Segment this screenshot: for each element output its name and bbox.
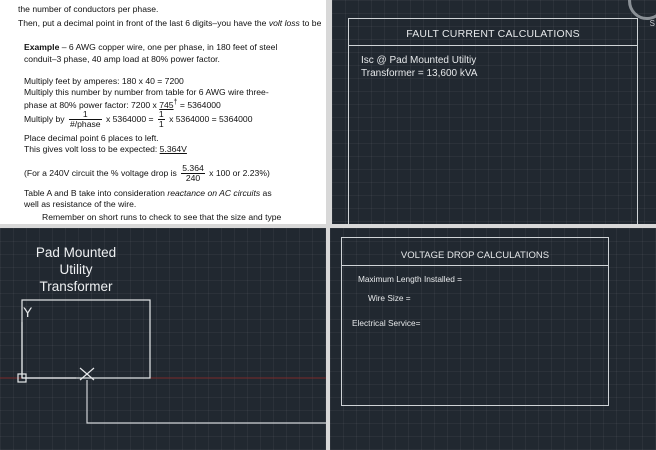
fraction: $\frac{5.364}{240}$ <box>182 163 204 184</box>
doc-line: conduit–3 phase, 40 amp load at 80% power factor. <box>24 54 220 64</box>
reference-document-pane <box>0 0 326 224</box>
viewcube-south-label: S <box>649 19 655 28</box>
doc-line: Multiply this number by number from table for 6 AWG wire three- <box>24 87 269 97</box>
doc-line: Table A and B take into consideration reactance on AC circuits as <box>24 188 272 198</box>
doc-line: This gives volt loss to be expected: 5.364V <box>24 144 187 154</box>
doc-line: well as resistance of the wire. <box>24 199 137 209</box>
voltage-drop-box <box>341 237 609 406</box>
doc-line: phase at 80% power factor: 7200 x 745† = 5364000 <box>24 98 221 110</box>
fault-calc-box <box>348 18 638 224</box>
fraction: $\frac{1}{\text{\#/phase}}$ <box>69 109 101 130</box>
fault-calc-title: FAULT CURRENT CALCULATIONS <box>406 28 580 40</box>
doc-line: Place decimal point 6 places to left. <box>24 133 159 143</box>
doc-line: Remember on short runs to check to see that the size and type <box>42 212 282 222</box>
doc-formula: Multiply by $\frac{1}{\text{\#/phase}}$ x 5364000 = $\frac{1}{1}$ x 5364000 = 5364000 <box>24 109 253 130</box>
doc-line: the number of conductors per phase. <box>18 4 159 14</box>
transformer-label: Pad Mounted Utility Transformer <box>35 245 117 294</box>
max-length-label: Maximum Length Installed = <box>358 274 462 284</box>
fault-current-pane[interactable] <box>332 0 656 224</box>
doc-line: Multiply feet by amperes: 180 x 40 = 7200 <box>24 76 184 86</box>
electrical-service-label: Electrical Service= <box>352 318 421 328</box>
fault-calc-line: Isc @ Pad Mounted Utiltiy <box>361 55 477 66</box>
conduit-run-line[interactable] <box>87 380 326 423</box>
voltage-drop-title: VOLTAGE DROP CALCULATIONS <box>400 250 550 261</box>
wire-size-label: Wire Size = <box>368 293 411 303</box>
fault-calc-line: Transformer = 13,600 kVA <box>361 68 478 79</box>
ucs-y-label: Y <box>23 304 33 320</box>
fraction: $\frac{1}{1}$ <box>158 109 164 130</box>
doc-line: Then, put a decimal point in front of the last 6 digits–you have the volt loss to be <box>18 18 322 28</box>
viewcube-icon[interactable] <box>628 0 656 20</box>
transformer-outline[interactable] <box>22 300 150 378</box>
example-heading: Example – 6 AWG copper wire, one per phase, in 180 feet of steel <box>24 42 278 52</box>
voltage-drop-pane[interactable] <box>330 228 656 450</box>
title-divider <box>342 265 608 266</box>
doc-formula: (For a 240V circuit the % voltage drop is $\frac{5.364}{240}$ x 100 or 2.23%) <box>24 163 270 184</box>
transformer-drawing-pane[interactable] <box>0 228 326 450</box>
title-divider <box>349 45 637 46</box>
